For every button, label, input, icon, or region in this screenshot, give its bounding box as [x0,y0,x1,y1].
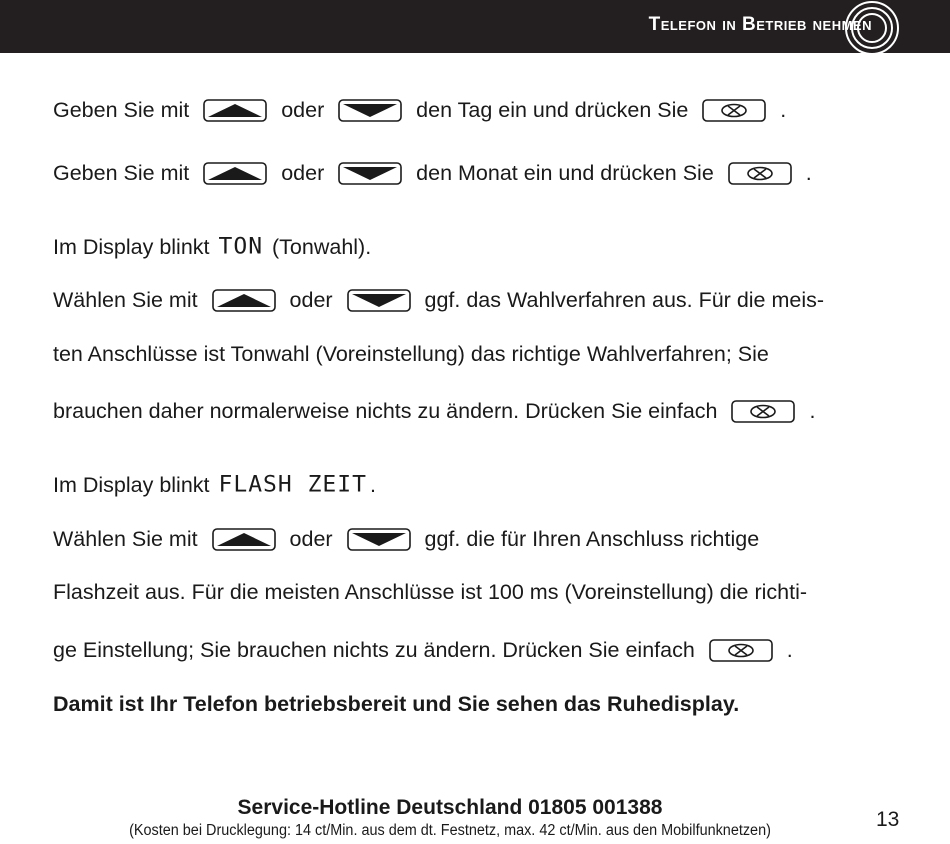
text: Geben Sie mit [53,161,196,185]
instruction-day [53,98,786,123]
text: oder [275,98,331,122]
text: ge Einstellung; Sie brauchen nichts zu ändern. Drücken Sie einfach [53,638,701,662]
text: den Tag ein und drücken Sie [410,98,695,122]
text: den Monat ein und drücken Sie [410,161,720,185]
text: Damit ist Ihr Telefon betriebsbereit und Sie sehen das Ruhedisplay. [53,692,740,716]
down-key-icon [338,162,402,185]
up-key-icon [203,99,267,122]
display-flash-line [53,472,376,498]
dial-method-line-2 [53,342,769,367]
text: Geben Sie mit [53,98,196,122]
up-key-icon [203,162,267,185]
ok-key-icon [702,99,766,122]
lcd-display-text: FLASH ZEIT [218,472,367,498]
ok-key-icon [731,400,795,423]
text: . [774,98,787,122]
text: brauchen daher normalerweise nichts zu ändern. Drücken Sie einfach [53,399,724,423]
down-key-icon [338,99,402,122]
text: ggf. die für Ihren Anschluss richtige [418,527,760,551]
text: . [780,638,793,662]
display-ton-line [53,234,371,260]
page-header [0,0,950,53]
text: Im Display blinkt [53,234,216,259]
ready-statement [53,692,739,717]
ok-key-icon [728,162,792,185]
down-key-icon [347,528,411,551]
text: ggf. das Wahlverfahren aus. Für die meis- [418,288,825,312]
lcd-display-text: TON [218,234,264,260]
text: . [799,161,812,185]
text: . [803,399,816,423]
flash-time-line-3 [53,638,793,663]
dial-method-line-1 [53,288,824,313]
text: Flashzeit aus. Für die meisten Anschlüsse ist 100 ms (Voreinstellung) die richti- [53,580,808,604]
text: . [369,472,376,497]
text: Wählen Sie mit [53,288,204,312]
text: oder [283,527,339,551]
service-hotline: Service-Hotline Deutschland 01805 001388 [237,796,663,819]
text: (Tonwahl). [266,234,372,259]
dial-method-line-3 [53,399,815,424]
text: oder [275,161,331,185]
section-title: Telefon in Betrieb nehmen [648,14,872,35]
text: Wählen Sie mit [53,527,204,551]
phone-signal-rings-icon [842,0,902,53]
up-key-icon [212,289,276,312]
flash-time-line-2 [53,580,807,605]
flash-time-line-1 [53,527,759,552]
text: oder [283,288,339,312]
down-key-icon [347,289,411,312]
ok-key-icon [709,639,773,662]
text: ten Anschlüsse ist Tonwahl (Voreinstellung) das richtige Wahlverfahren; Sie [53,342,769,366]
cost-note: (Kosten bei Drucklegung: 14 ct/Min. aus dem dt. Festnetz, max. 42 ct/Min. aus den Mobilfunknetzen) [129,822,771,839]
page-number: 13 [876,808,900,831]
up-key-icon [212,528,276,551]
text: Im Display blinkt [53,472,216,497]
instruction-month [53,161,812,186]
